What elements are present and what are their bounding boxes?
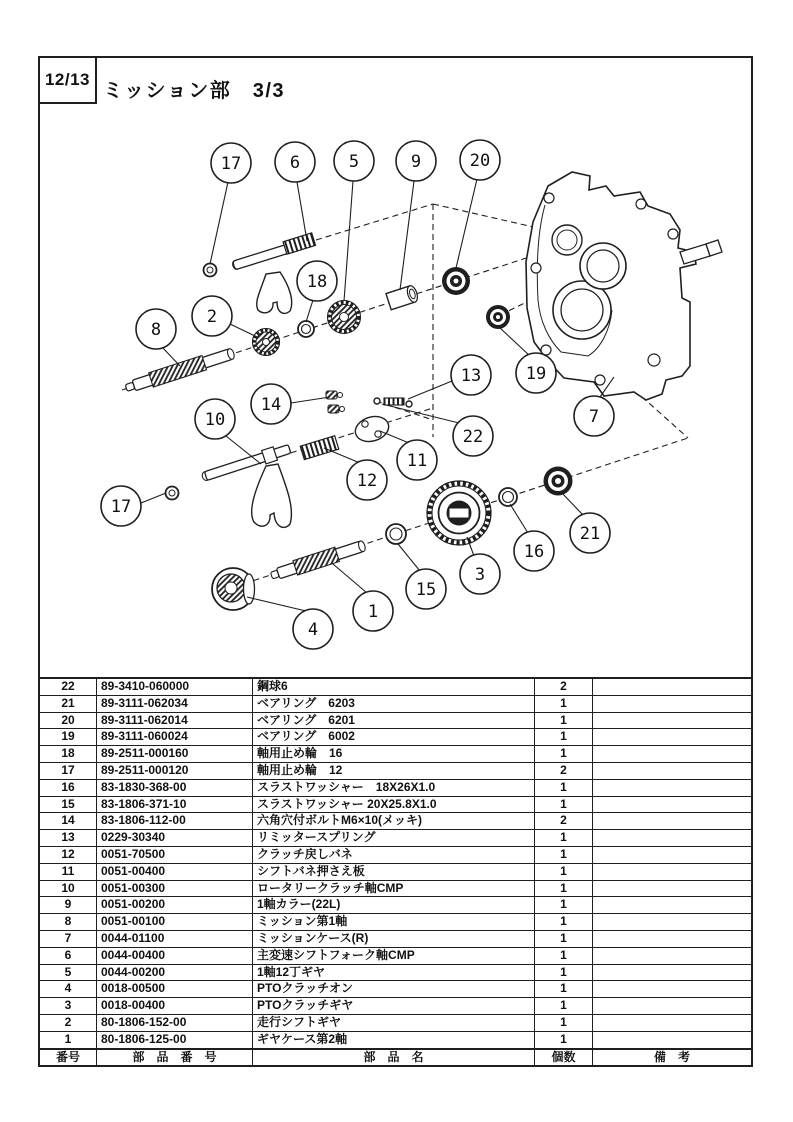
cell-name: 軸用止め輪 12: [253, 763, 535, 779]
cell-part_no: 89-3410-060000: [97, 679, 253, 695]
parts-table: [38, 677, 753, 1067]
cell-part_no: 0044-00400: [97, 948, 253, 964]
balloon-17: [101, 486, 141, 526]
balloon-22: [453, 416, 493, 456]
cell-no: 14: [40, 813, 97, 829]
balloon-number: 7: [588, 407, 600, 427]
cell-remarks: [593, 713, 751, 729]
cell-part_no: 83-1830-368-00: [97, 780, 253, 796]
balloon-number: 21: [579, 524, 601, 544]
page-title: ミッション部 3/3: [103, 80, 286, 102]
table-row: [40, 913, 751, 930]
cell-part_no: 0044-01100: [97, 931, 253, 947]
balloon-7: [574, 396, 614, 436]
balloon-number: 4: [307, 620, 319, 640]
balloon-number: 22: [462, 427, 484, 447]
table-row: [40, 863, 751, 880]
cell-remarks: [593, 830, 751, 846]
part-17-ring-upper-drawing: [204, 264, 217, 277]
parts-table-body: [40, 679, 751, 1048]
header-qty: 個数: [535, 1050, 593, 1066]
part-11-plate-drawing: [352, 413, 392, 446]
cell-no: 12: [40, 847, 97, 863]
cell-name: PTOクラッチギヤ: [253, 998, 535, 1014]
balloon-number: 2: [206, 307, 218, 327]
balloon-1: [353, 591, 393, 631]
table-row: [40, 846, 751, 863]
balloon-16: [514, 531, 554, 571]
balloon-9: [396, 141, 436, 181]
cell-part_no: 89-3111-060024: [97, 729, 253, 745]
leader-line: [382, 404, 459, 423]
cell-part_no: 83-1806-371-10: [97, 797, 253, 813]
balloon-number: 15: [415, 580, 437, 600]
cell-name: シフトバネ押さえ板: [253, 864, 535, 880]
cell-no: 1: [40, 1032, 97, 1048]
cell-remarks: [593, 1032, 751, 1048]
part-10-shaft-fork-drawing: [200, 442, 291, 527]
cell-qty: 2: [535, 813, 593, 829]
balloon-12: [347, 460, 387, 500]
cell-name: 走行シフトギヤ: [253, 1015, 535, 1031]
cell-name: ベアリング 6201: [253, 713, 535, 729]
cell-remarks: [593, 864, 751, 880]
balloon-number: 5: [348, 152, 360, 172]
balloon-21: [570, 513, 610, 553]
cell-remarks: [593, 696, 751, 712]
cell-no: 6: [40, 948, 97, 964]
cell-no: 22: [40, 679, 97, 695]
cell-remarks: [593, 965, 751, 981]
balloon-number: 20: [469, 151, 491, 171]
leader-line: [500, 328, 530, 356]
balloon-number: 12: [356, 471, 378, 491]
balloon-number: 14: [260, 395, 282, 415]
cell-qty: 1: [535, 780, 593, 796]
part-5-gear-drawing: [328, 301, 361, 334]
balloon-10: [195, 399, 235, 439]
cell-remarks: [593, 780, 751, 796]
cell-no: 5: [40, 965, 97, 981]
cell-name: 1軸カラー(22L): [253, 897, 535, 913]
cell-part_no: 0051-00400: [97, 864, 253, 880]
page-number: 12/13: [44, 70, 91, 89]
cell-qty: 1: [535, 914, 593, 930]
table-row: [40, 829, 751, 846]
cell-name: 軸用止め輪 16: [253, 746, 535, 762]
part-9-collar-drawing: [386, 285, 419, 310]
cell-no: 21: [40, 696, 97, 712]
cell-part_no: 0044-00200: [97, 965, 253, 981]
cell-part_no: 0018-00400: [97, 998, 253, 1014]
cell-qty: 1: [535, 1032, 593, 1048]
part-15-washer-drawing: [386, 524, 406, 544]
table-row: [40, 779, 751, 796]
balloon-20: [460, 140, 500, 180]
cell-qty: 1: [535, 864, 593, 880]
cell-remarks: [593, 981, 751, 997]
table-row: [40, 964, 751, 981]
cell-no: 19: [40, 729, 97, 745]
cell-name: ミッション第1軸: [253, 914, 535, 930]
table-row: [40, 796, 751, 813]
cell-no: 17: [40, 763, 97, 779]
part-4-clutch-drawing: [212, 568, 255, 610]
leader-line: [510, 504, 528, 533]
cell-qty: 1: [535, 948, 593, 964]
balloon-14: [251, 384, 291, 424]
cell-remarks: [593, 813, 751, 829]
cell-no: 8: [40, 914, 97, 930]
cell-part_no: 0229-30340: [97, 830, 253, 846]
cell-qty: 1: [535, 729, 593, 745]
balloon-number: 11: [406, 451, 428, 471]
cell-remarks: [593, 931, 751, 947]
cell-qty: 2: [535, 763, 593, 779]
header-no: 番号: [40, 1050, 97, 1066]
balloon-11: [397, 440, 437, 480]
cell-qty: 1: [535, 746, 593, 762]
cell-part_no: 80-1806-125-00: [97, 1032, 253, 1048]
cell-no: 4: [40, 981, 97, 997]
balloon-number: 3: [474, 565, 486, 585]
cell-qty: 1: [535, 1015, 593, 1031]
cell-name: スラストワッシャー 20X25.8X1.0: [253, 797, 535, 813]
leader-line: [247, 597, 306, 611]
leader-line: [400, 181, 414, 290]
table-row: [40, 997, 751, 1014]
cell-qty: 1: [535, 998, 593, 1014]
leader-line: [456, 179, 477, 268]
balloon-number: 8: [150, 320, 162, 340]
cell-no: 3: [40, 998, 97, 1014]
part-13-spring-and-22-balls-drawing: [374, 398, 412, 407]
leader-line: [561, 492, 583, 515]
balloon-3: [460, 554, 500, 594]
cell-qty: 2: [535, 679, 593, 695]
leader-line: [408, 381, 452, 399]
cell-no: 2: [40, 1015, 97, 1031]
cell-remarks: [593, 847, 751, 863]
cell-remarks: [593, 881, 751, 897]
table-row: [40, 812, 751, 829]
balloon-18: [297, 261, 337, 301]
part-1-shaft-drawing: [269, 538, 367, 583]
cell-qty: 1: [535, 897, 593, 913]
cell-name: ベアリング 6002: [253, 729, 535, 745]
balloon-13: [451, 355, 491, 395]
table-row: [40, 947, 751, 964]
header-name: 部 品 名: [253, 1050, 535, 1066]
cell-qty: 1: [535, 713, 593, 729]
cell-qty: 1: [535, 830, 593, 846]
table-row: [40, 745, 751, 762]
balloon-8: [136, 309, 176, 349]
cell-qty: 1: [535, 965, 593, 981]
table-row: [40, 679, 751, 695]
leader-line: [306, 300, 313, 322]
balloon-number: 18: [306, 272, 328, 292]
leader-line: [141, 493, 166, 503]
cell-no: 7: [40, 931, 97, 947]
leader-line: [210, 182, 228, 264]
balloon-number: 13: [460, 366, 482, 386]
table-row: [40, 930, 751, 947]
leader-line: [333, 564, 367, 593]
table-row: [40, 728, 751, 745]
cell-no: 16: [40, 780, 97, 796]
balloon-number: 17: [220, 154, 242, 174]
balloon-19: [516, 353, 556, 393]
cell-remarks: [593, 679, 751, 695]
leader-line: [291, 397, 330, 403]
header-part-no: 部 品 番 号: [97, 1050, 253, 1066]
part-17-ring-lower-drawing: [166, 487, 179, 500]
table-row: [40, 880, 751, 897]
leader-line: [344, 181, 353, 301]
cell-name: 六角穴付ボルトM6×10(メッキ): [253, 813, 535, 829]
balloon-6: [275, 142, 315, 182]
part-14-bolts-drawing: [326, 391, 345, 413]
cell-no: 11: [40, 864, 97, 880]
cell-qty: 1: [535, 847, 593, 863]
part-16-washer-drawing: [499, 488, 517, 506]
balloon-17: [211, 143, 251, 183]
table-row: [40, 712, 751, 729]
cell-qty: 1: [535, 881, 593, 897]
balloon-number: 17: [110, 497, 132, 517]
cell-name: クラッチ戻しバネ: [253, 847, 535, 863]
leader-line: [398, 544, 420, 571]
balloon-number: 19: [525, 364, 547, 384]
cell-part_no: 0051-00200: [97, 897, 253, 913]
cell-remarks: [593, 998, 751, 1014]
cell-part_no: 89-2511-000160: [97, 746, 253, 762]
table-row: [40, 1014, 751, 1031]
leader-line: [162, 347, 180, 366]
cell-remarks: [593, 1015, 751, 1031]
cell-qty: 1: [535, 931, 593, 947]
cell-no: 18: [40, 746, 97, 762]
part-20-bearing-drawing: [442, 267, 470, 295]
cell-no: 9: [40, 897, 97, 913]
cell-name: スラストワッシャー 18X26X1.0: [253, 780, 535, 796]
cell-remarks: [593, 948, 751, 964]
cell-name: 1軸12丁ギヤ: [253, 965, 535, 981]
cell-remarks: [593, 797, 751, 813]
cell-remarks: [593, 914, 751, 930]
balloon-number: 9: [410, 152, 422, 172]
part-18-snap-ring-drawing: [298, 321, 314, 337]
part-21-bearing-drawing: [544, 467, 573, 496]
part-2-gear-drawing: [253, 329, 280, 356]
balloon-4: [293, 609, 333, 649]
cell-no: 10: [40, 881, 97, 897]
leader-line: [230, 324, 257, 337]
balloon-5: [334, 141, 374, 181]
cell-part_no: 0051-70500: [97, 847, 253, 863]
part-8-shaft-drawing: [124, 346, 236, 395]
cell-remarks: [593, 897, 751, 913]
table-row: [40, 896, 751, 913]
part-3-gear-drawing: [427, 481, 491, 545]
table-row: [40, 762, 751, 779]
cell-no: 20: [40, 713, 97, 729]
cell-part_no: 0018-00500: [97, 981, 253, 997]
balloon-15: [406, 569, 446, 609]
cell-no: 15: [40, 797, 97, 813]
cell-part_no: 89-2511-000120: [97, 763, 253, 779]
cell-part_no: 0051-00300: [97, 881, 253, 897]
part-19-bearing-drawing: [486, 305, 510, 329]
cell-qty: 1: [535, 981, 593, 997]
table-row: [40, 980, 751, 997]
balloon-number: 10: [204, 410, 226, 430]
cell-name: ギヤケース第2軸: [253, 1032, 535, 1048]
cell-name: 鋼球6: [253, 679, 535, 695]
balloon-number: 1: [367, 602, 379, 622]
table-row: [40, 695, 751, 712]
cell-part_no: 0051-00100: [97, 914, 253, 930]
cell-name: ベアリング 6203: [253, 696, 535, 712]
cell-name: リミッタースプリング: [253, 830, 535, 846]
leader-line: [324, 448, 360, 463]
header-remarks: 備 考: [653, 1049, 690, 1064]
balloon-number: 16: [523, 542, 545, 562]
leader-line: [380, 431, 409, 443]
cell-no: 13: [40, 830, 97, 846]
cell-part_no: 89-3111-062034: [97, 696, 253, 712]
part-12-spring-drawing: [300, 436, 339, 460]
cell-name: 主変速シフトフォーク軸CMP: [253, 948, 535, 964]
cell-qty: 1: [535, 797, 593, 813]
cell-remarks: [593, 763, 751, 779]
cell-name: ミッションケース(R): [253, 931, 535, 947]
balloon-number: 6: [289, 153, 301, 173]
table-header-row: [40, 1048, 751, 1066]
cell-qty: 1: [535, 696, 593, 712]
cell-part_no: 80-1806-152-00: [97, 1015, 253, 1031]
cell-remarks: [593, 746, 751, 762]
cell-remarks: [593, 729, 751, 745]
table-row: [40, 1031, 751, 1048]
cell-part_no: 89-3111-062014: [97, 713, 253, 729]
leader-line: [297, 182, 307, 241]
cell-name: PTOクラッチオン: [253, 981, 535, 997]
cell-part_no: 83-1806-112-00: [97, 813, 253, 829]
balloon-2: [192, 296, 232, 336]
cell-name: ロータリークラッチ軸CMP: [253, 881, 535, 897]
